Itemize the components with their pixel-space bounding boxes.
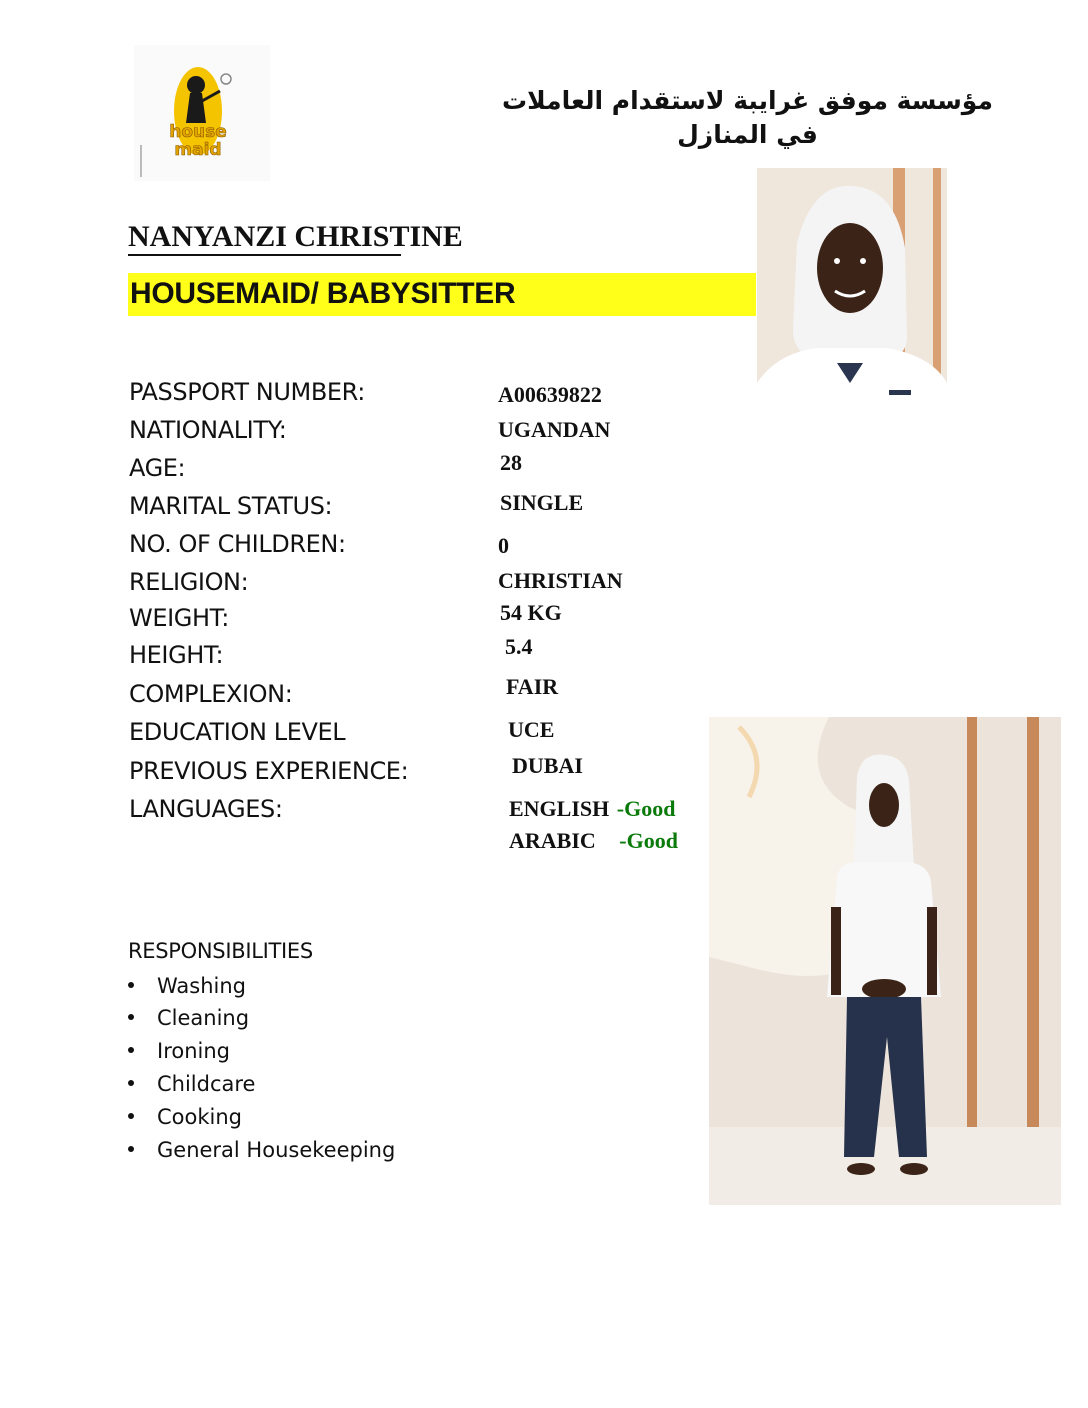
label-passport-number: PASSPORT NUMBER: [129, 378, 365, 406]
language-level: -Good [616, 796, 676, 821]
value-marital-status: SINGLE [500, 490, 584, 515]
label-marital-status: MARITAL STATUS: [129, 492, 333, 520]
label-height: HEIGHT: [129, 641, 224, 669]
company-name: مؤسسة موفق غرايبة لاستقدام العاملات في المنازل [502, 86, 993, 149]
label-education-level: EDUCATION LEVEL [129, 718, 346, 746]
label-no-of-children: NO. OF CHILDREN: [129, 530, 346, 558]
logo-divider [140, 145, 142, 177]
company-logo [134, 45, 270, 181]
label-languages: LANGUAGES: [129, 795, 283, 823]
portrait-photo [757, 168, 947, 408]
value-previous-experience: DUBAI [512, 753, 583, 778]
label-nationality: NATIONALITY: [129, 416, 287, 444]
language-name: ARABIC [509, 828, 596, 853]
candidate-position: HOUSEMAID/ BABYSITTER [130, 277, 516, 310]
bullet-icon [128, 1080, 134, 1086]
name-underline [128, 254, 401, 256]
label-complexion: COMPLEXION: [129, 680, 293, 708]
language-level: -Good [619, 828, 678, 853]
bullet-icon [128, 1146, 134, 1152]
portrait-image [757, 168, 947, 408]
value-complexion: FAIR [506, 674, 559, 699]
label-religion: RELIGION: [129, 568, 249, 596]
language-arabic [509, 828, 678, 854]
language-name: ENGLISH [509, 796, 610, 821]
label-weight: WEIGHT: [129, 604, 229, 632]
value-religion: CHRISTIAN [498, 568, 623, 593]
value-no-of-children: 0 [498, 533, 509, 558]
candidate-name: NANYANZI CHRISTINE [128, 220, 463, 253]
housemaid-logo-icon [134, 45, 270, 181]
value-passport-number: A00639822 [498, 382, 602, 407]
full-body-photo [709, 717, 1061, 1205]
list-item: General Housekeeping [128, 1138, 395, 1162]
list-item: Childcare [128, 1072, 255, 1096]
list-item: Washing [128, 974, 246, 998]
list-item: Cleaning [128, 1006, 249, 1030]
bullet-icon [128, 1014, 134, 1020]
responsibilities-title: RESPONSIBILITIES [128, 939, 313, 963]
language-english [509, 796, 675, 822]
list-item: Cooking [128, 1105, 242, 1129]
full-body-image [709, 717, 1061, 1205]
bullet-icon [128, 982, 134, 988]
value-nationality: UGANDAN [498, 417, 611, 442]
value-education-level: UCE [508, 717, 555, 742]
list-item: Ironing [128, 1039, 230, 1063]
label-previous-experience: PREVIOUS EXPERIENCE: [129, 757, 409, 785]
logo-text-house: house [169, 122, 227, 142]
value-age: 28 [500, 450, 522, 475]
logo-text-maid: maid [174, 140, 222, 160]
label-age: AGE: [129, 454, 186, 482]
bullet-icon [128, 1113, 134, 1119]
bullet-icon [128, 1047, 134, 1053]
value-height: 5.4 [505, 634, 533, 659]
value-weight: 54 KG [500, 600, 562, 625]
